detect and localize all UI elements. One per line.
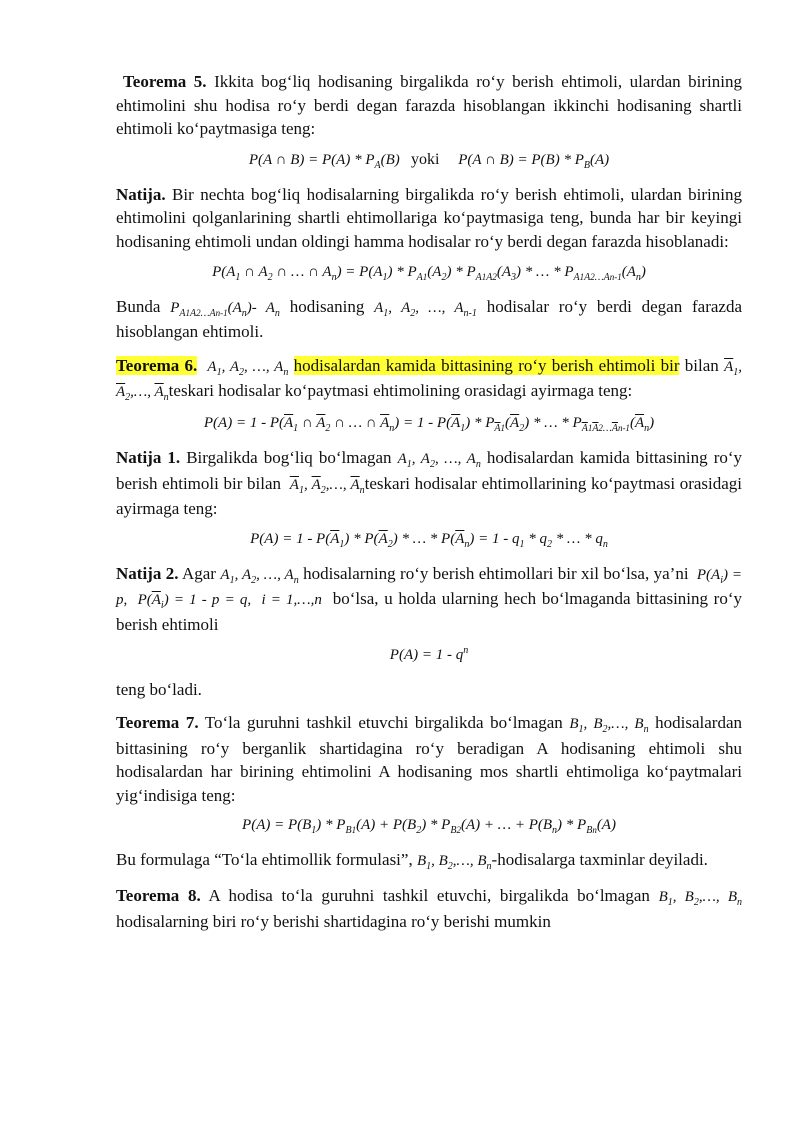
- teorema-7-events: $B_1$, $B_2,\dots$, $B_n$: [569, 716, 649, 736]
- natija-paragraph: [116, 183, 742, 254]
- bu-formulaga-events: $B_1$, $B_2,\dots$, $B_n$: [416, 853, 492, 873]
- teorema-7-label: Teorema 7.: [116, 713, 199, 733]
- natija-2-formula: $P(A) = 1 - q^n$: [389, 644, 469, 663]
- natija-2-rest: bo‘lsa, u holda ularning hech bo‘lmaganda bittasining ro‘y berish ehtimoli: [116, 589, 742, 634]
- bunda-word: Bunda: [116, 296, 161, 316]
- bunda-math-1: $P_{A1A2\dots An-1}(A_n)-$ $A_n$: [170, 299, 280, 319]
- document-page: [116, 70, 742, 943]
- natija-2-label: Natija 2.: [116, 563, 179, 583]
- teorema-8-label: Teorema 8.: [116, 886, 201, 906]
- teorema-6-highlight: hodisalardan kamida bittasining ro‘y berish ehtimoli bir: [293, 355, 680, 375]
- teorema-5-label: Teorema 5.: [123, 72, 207, 91]
- teorema-5-formula: [116, 151, 742, 169]
- natija-1-events: $A_1$, $A_2$, …, $A_n$: [397, 450, 481, 470]
- teorema-6-label: Teorema 6.: [116, 355, 198, 375]
- natija-2-paragraph: [116, 562, 742, 637]
- teorema-6-complements: $\overline{A}_1$, $\overline{A}_2,\dots$, $\overline{A}_n$: [116, 358, 742, 404]
- natija-1-paragraph: [116, 446, 742, 521]
- natija-2-mid: hodisalarning ro‘y berish ehtimollari bir xil bo‘lsa, ya’ni: [303, 563, 689, 583]
- teorema-7-text-1: To‘la guruhni tashkil etuvchi birgalikda bo‘lmagan: [204, 713, 563, 733]
- bu-formulaga-text-1: Bu formulaga “To‘la ehtimollik formulasi”,: [116, 850, 413, 870]
- natija-1-pre: Birgalikda bog‘liq bo‘lmagan: [186, 447, 392, 467]
- bunda-mid: hodisaning: [289, 296, 365, 316]
- teorema-7-text-2: hodisalardan bittasining ro‘y berganlik shartidagina ro‘y beradigan A hodisaning ehtimoli shu hodisalardan har birining ehtimolini A hodisaning mos shartli ehtimoliga ko‘paytmalari yig‘indisiga teng:: [116, 713, 742, 805]
- teorema-6-events: $A_1$, $A_2$, …, $A_n$: [202, 358, 289, 378]
- bunda-paragraph: [116, 295, 742, 344]
- teorema-8-events: $B_1$, $B_2,\dots$, $B_n$: [658, 889, 743, 909]
- natija-2-events: $A_1$, $A_2$, …, $A_n$: [220, 566, 299, 586]
- bunda-math-2: $A_1$, $A_2$, …, $A_{n-1}$: [374, 299, 477, 319]
- formula-left: P(A ∩ $B) = P(A) * P_A(B)$: [248, 151, 400, 171]
- teorema-6-paragraph: [116, 354, 742, 405]
- natija-1-mid: hodisalardan kamida bittasining ro‘y berish ehtimoli bir bilan: [116, 447, 743, 493]
- teorema-6-formula: $P(A) = 1 - P(\overline{A}_1$ ∩ $\overline{A}_2$ ∩ … ∩ $\overline{A}_n) = 1 - P(\overline{A}_1) * P_{\overline{A}1}(\overline{A}_2)$ * … * $P_{\overline{A}1\overline{A}2\dots\overline{A}n-1}(\overline{A}_n)$: [203, 414, 655, 434]
- formula-right: P(A ∩ $B) = P(B) * P_B(A)$: [458, 151, 610, 171]
- natija-1-label: Natija 1.: [116, 447, 181, 467]
- formula-connector: yoki: [411, 150, 440, 168]
- natija-2-cond: $P(A_i) = p$, $P(\overline{A}_i) = 1 - p = q$, i = 1,…,n: [116, 566, 743, 612]
- teorema-6-bilan: bilan: [684, 355, 719, 375]
- teorema-8-paragraph: [116, 884, 742, 933]
- bunda-end: hodisalar ro‘y berdi degan farazda hisoblangan ehtimoli.: [116, 296, 743, 342]
- natija-label: Natija.: [116, 184, 166, 204]
- natija-formula: $P(A_1$ ∩ $A_2$ ∩ … ∩ $A_n) = P(A_1) * P_{A1}(A_2) * P_{A1A2}(A_3)$ * … * $P_{A1A2\dots An-1}(A_n)$: [212, 263, 646, 283]
- teorema-5-paragraph: [116, 70, 742, 141]
- teorema-7-formula: $P(A) = P(B_1) * P_{B1}(A) + P(B_2) * P_{B2}(A)$ + … + $P(B_n) * P_{Bn}(A)$: [242, 817, 616, 837]
- bu-formulaga-paragraph: [116, 848, 742, 874]
- teorema-5-text: Ikkita bog‘liq hodisaning birgalikda ro‘y berish ehtimoli, ulardan birining ehtimolini shu hodisa ro‘y berdi degan farazda hisoblangan ikkinchi hodisaning shartli ehtimoli ko‘paytmasiga teng:: [116, 72, 742, 139]
- teorema-8-text-1: A hodisa to‘la guruhni tashkil etuvchi, birgalikda bo‘lmagan: [208, 886, 650, 906]
- natija-1-rest: teskari hodisalar ehtimollarining ko‘paytmasi orasidagi ayirmaga teng:: [116, 473, 743, 519]
- teorema-7-paragraph: [116, 711, 742, 807]
- teorema-6-rest: teskari hodisalar ko‘paytmasi ehtimolining orasidagi ayirmaga teng:: [168, 381, 633, 401]
- natija-text: Bir nechta bog‘liq hodisalarning birgalikda ro‘y berish ehtimoli, ulardan birining ehtimolini qolganlarining shartli ehtimollariga ko‘paytmasiga teng, bunda har bir keyingi hodisaning ehtimoli undan oldingi hamma hodisalar ro‘y berdi degan farazda hisoblanadi:: [116, 184, 742, 251]
- natija-2-after: teng bo‘ladi.: [116, 679, 202, 699]
- bu-formulaga-text-2: -hodisalarga taxminlar deyiladi.: [491, 850, 708, 870]
- natija-1-formula: $P(A) = 1 - P(\overline{A}_1) * P(\overline{A}_2)$ * … * $P(\overline{A}_n) = 1 - q_1 * q_2$ * … * $q_n$: [250, 530, 608, 550]
- teorema-8-text-2: hodisalarning biri ro‘y berishi shartidagina ro‘y berishi mumkin: [116, 911, 551, 931]
- natija-1-complements: $\overline{A}_1$, $\overline{A}_2,\dots$, $\overline{A}_n$: [289, 476, 365, 496]
- natija-2-pre: Agar: [181, 563, 216, 583]
